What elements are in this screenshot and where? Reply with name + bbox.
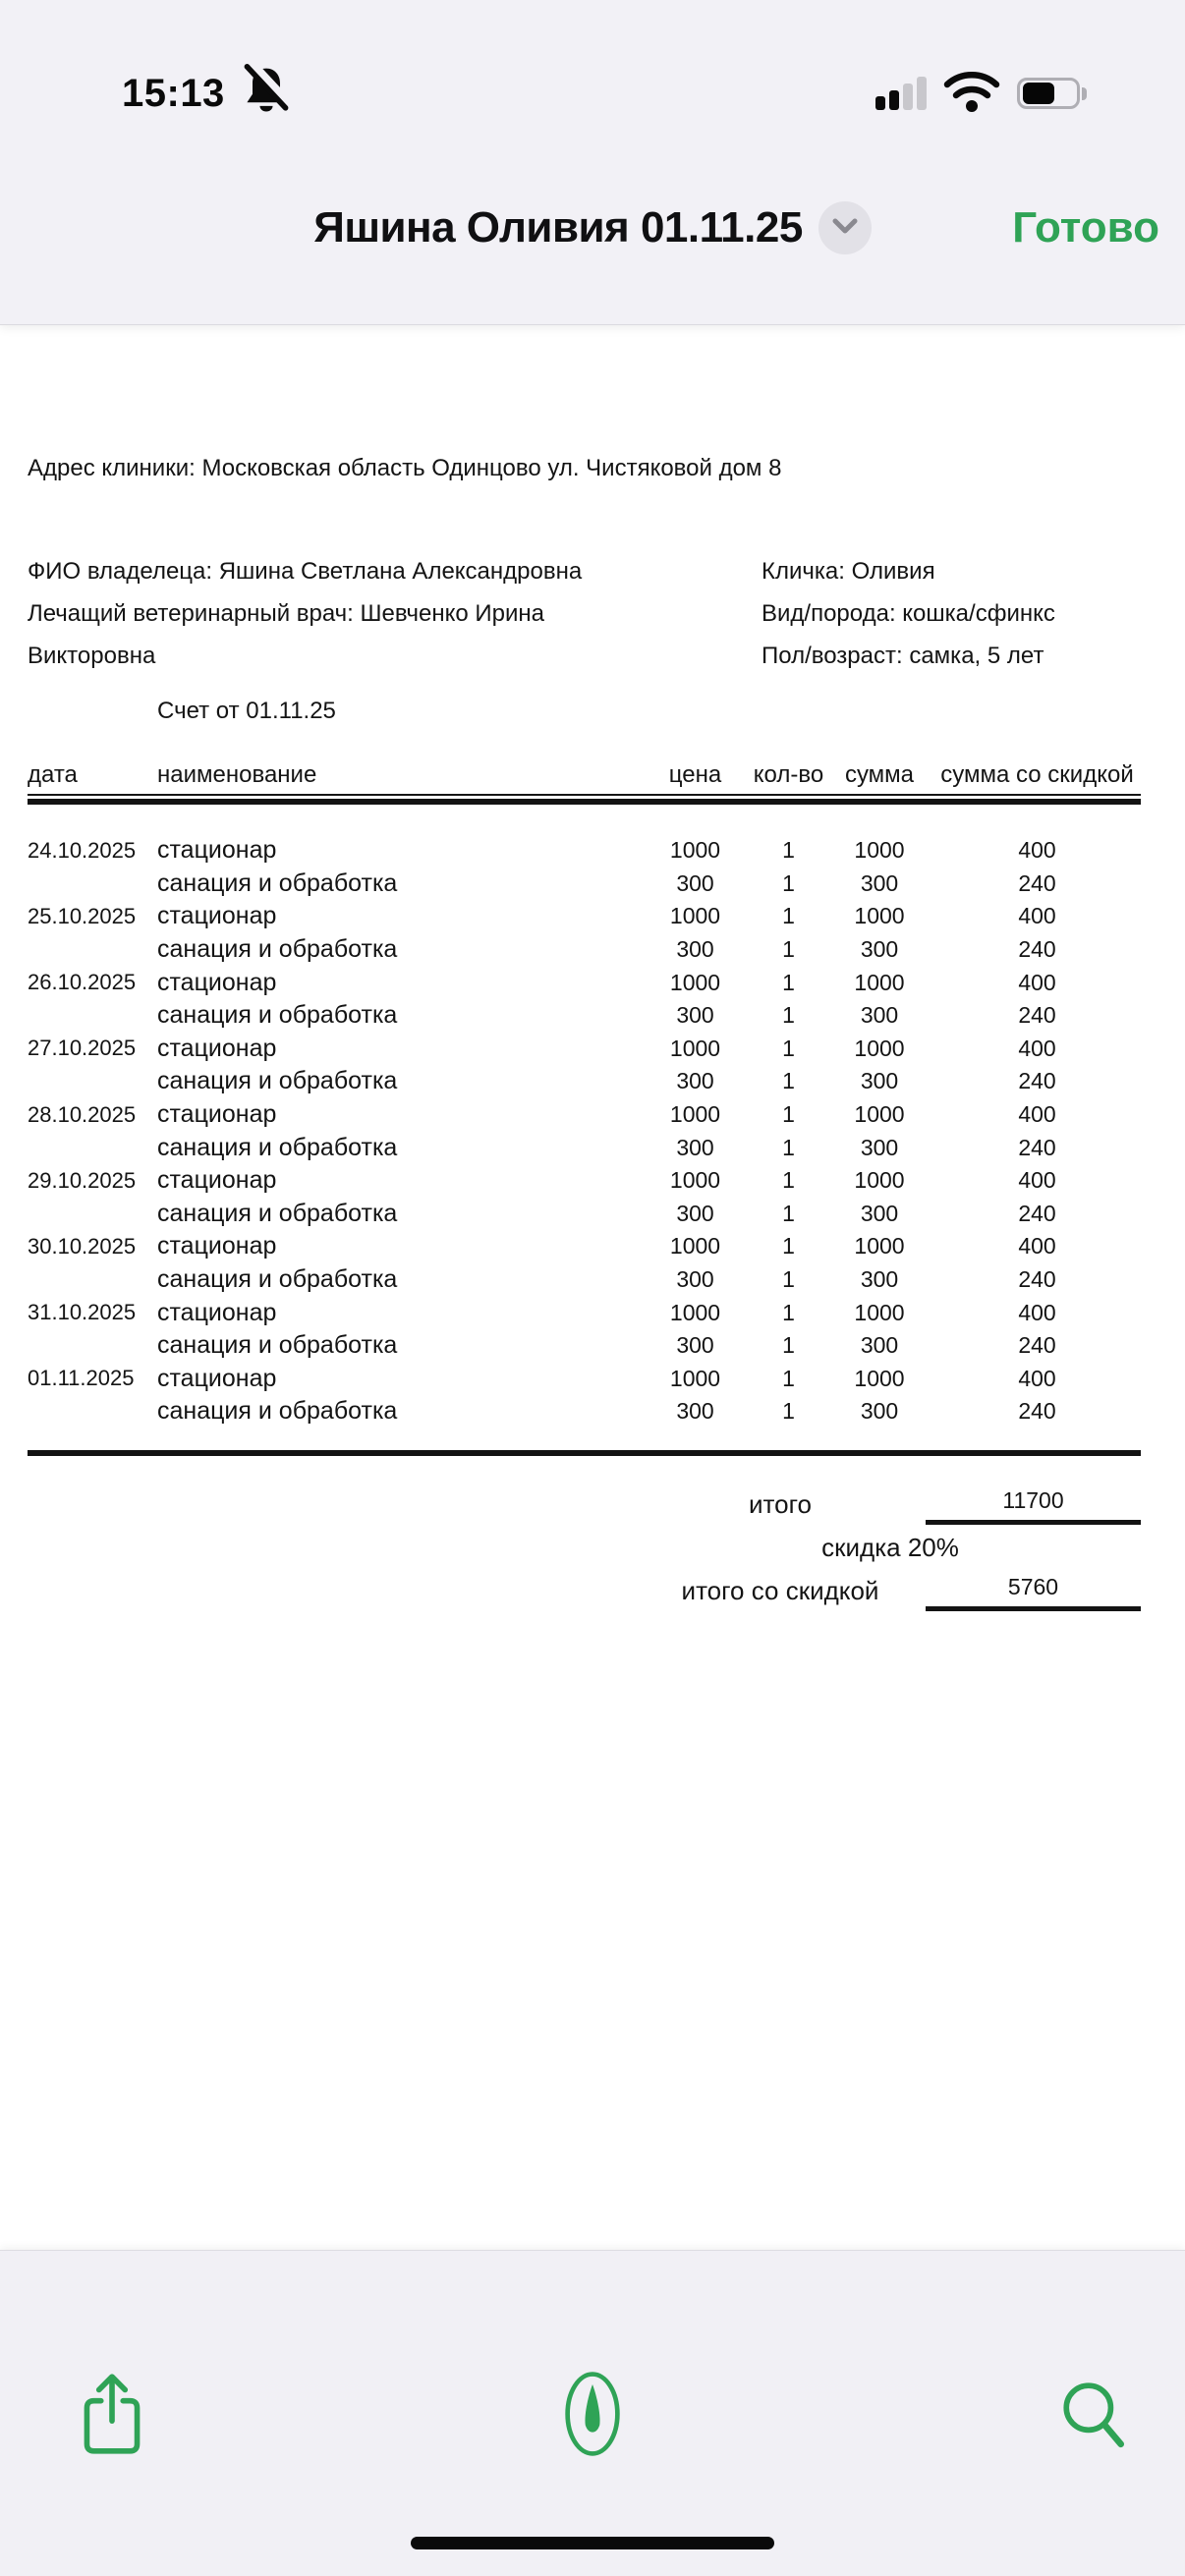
nav-bar: [0, 126, 1185, 324]
done-button[interactable]: Готово: [1012, 203, 1159, 252]
bottom-toolbar: [0, 2250, 1185, 2576]
cell-qty: 1: [782, 1398, 795, 1425]
cell-date: 01.11.2025: [28, 1366, 135, 1391]
cell-discounted: 400: [1018, 1167, 1056, 1194]
cell-item: санация и обработка: [157, 1331, 398, 1360]
subtotal-label: итого: [749, 1488, 812, 1519]
title-menu-button[interactable]: [818, 201, 872, 254]
table-row: [28, 1098, 1141, 1132]
cell-sum: 1000: [854, 903, 905, 929]
cell-discounted: 240: [1018, 1200, 1056, 1226]
cell-price: 300: [676, 869, 714, 896]
markup-button[interactable]: [564, 2371, 621, 2457]
pet-name: Кличка: Оливия: [762, 558, 935, 585]
cell-sum: 1000: [854, 1101, 905, 1128]
table-bottom-rule: [28, 1450, 1141, 1456]
table-row: [28, 1131, 1141, 1164]
invoice-table-header: [28, 761, 1141, 796]
cellular-signal-icon: [875, 77, 927, 110]
cell-price: 300: [676, 936, 714, 963]
subtotal-value: 11700: [926, 1487, 1141, 1525]
cell-sum: 1000: [854, 969, 905, 995]
discount-label: скидка 20%: [821, 1532, 959, 1562]
cell-discounted: 400: [1018, 837, 1056, 864]
cell-sum: 300: [860, 1002, 899, 1029]
cell-qty: 1: [782, 1299, 795, 1325]
cell-price: 300: [676, 1332, 714, 1359]
cell-discounted: 400: [1018, 1365, 1056, 1391]
table-row: [28, 900, 1141, 933]
cell-item: санация и обработка: [157, 1199, 398, 1227]
table-row: [28, 1329, 1141, 1363]
table-row: [28, 1296, 1141, 1329]
cell-item: стационар: [157, 1100, 277, 1129]
cell-discounted: 400: [1018, 969, 1056, 995]
cell-price: 300: [676, 1200, 714, 1226]
header-rule: [28, 799, 1141, 805]
cell-discounted: 240: [1018, 1266, 1056, 1293]
cell-discounted: 240: [1018, 1134, 1056, 1160]
cell-sum: 300: [860, 1200, 899, 1226]
cell-discounted: 240: [1018, 1002, 1056, 1029]
bell-slash-icon: [239, 63, 294, 125]
status-right: [875, 70, 1087, 118]
cell-item: стационар: [157, 836, 277, 865]
cell-item: стационар: [157, 968, 277, 996]
cell-discounted: 240: [1018, 1398, 1056, 1425]
cell-price: 1000: [669, 1101, 721, 1128]
total-with-discount-label: итого со скидкой: [681, 1575, 879, 1605]
cell-date: 30.10.2025: [28, 1233, 137, 1259]
cell-sum: 1000: [854, 1299, 905, 1325]
cell-item: стационар: [157, 1364, 277, 1392]
owner-left-column: [28, 550, 762, 677]
cell-discounted: 240: [1018, 869, 1056, 896]
top-chrome: [0, 0, 1185, 324]
vet-name-line1: Лечащий ветеринарный врач: Шевченко Ирина: [28, 600, 545, 627]
cell-date: 29.10.2025: [28, 1167, 137, 1193]
share-button[interactable]: [75, 2369, 149, 2461]
table-row: [28, 834, 1141, 868]
cell-price: 1000: [669, 837, 721, 864]
cell-sum: 1000: [854, 1365, 905, 1391]
table-row: [28, 1395, 1141, 1428]
cell-qty: 1: [782, 1101, 795, 1128]
cell-item: стационар: [157, 902, 277, 930]
share-icon: [75, 2449, 149, 2464]
table-row: [28, 1065, 1141, 1098]
cell-qty: 1: [782, 1035, 795, 1061]
cell-date: 28.10.2025: [28, 1101, 137, 1127]
cell-discounted: 240: [1018, 1332, 1056, 1359]
cell-qty: 1: [782, 1068, 795, 1094]
cell-sum: 300: [860, 869, 899, 896]
table-row: [28, 1263, 1141, 1297]
pet-sex-age: Пол/возраст: самка, 5 лет: [762, 643, 1044, 669]
cell-qty: 1: [782, 1233, 795, 1260]
status-bar: [0, 0, 1185, 126]
cell-sum: 300: [860, 1332, 899, 1359]
title-group: [313, 201, 872, 254]
cell-discounted: 400: [1018, 1035, 1056, 1061]
cell-qty: 1: [782, 903, 795, 929]
cell-qty: 1: [782, 1365, 795, 1391]
cell-price: 1000: [669, 1233, 721, 1260]
table-row: [28, 1363, 1141, 1396]
cell-sum: 1000: [854, 837, 905, 864]
table-row: [28, 868, 1141, 901]
cell-price: 1000: [669, 1035, 721, 1061]
cell-qty: 1: [782, 969, 795, 995]
chevron-down-icon: [832, 218, 858, 238]
header-item: наименование: [157, 761, 317, 788]
cell-sum: 300: [860, 1134, 899, 1160]
page-title: Яшина Оливия 01.11.25: [313, 203, 803, 252]
cell-discounted: 400: [1018, 1101, 1056, 1128]
table-row: [28, 1198, 1141, 1231]
cell-discounted: 400: [1018, 1233, 1056, 1260]
table-row: [28, 1230, 1141, 1263]
wifi-icon: [943, 70, 1000, 118]
cell-price: 1000: [669, 1299, 721, 1325]
cell-sum: 300: [860, 936, 899, 963]
invoice-title: Счет от 01.11.25: [157, 698, 336, 724]
cell-item: стационар: [157, 1034, 277, 1062]
cell-price: 1000: [669, 903, 721, 929]
cell-item: санация и обработка: [157, 1265, 398, 1294]
header-discounted-sum: сумма со скидкой: [940, 761, 1134, 788]
header-sum: сумма: [844, 761, 915, 788]
cell-discounted: 400: [1018, 903, 1056, 929]
cell-item: санация и обработка: [157, 868, 398, 897]
cell-sum: 1000: [854, 1233, 905, 1260]
totals-block: [28, 1487, 1141, 1654]
search-button[interactable]: [1059, 2379, 1130, 2453]
cell-price: 300: [676, 1002, 714, 1029]
cell-qty: 1: [782, 1266, 795, 1293]
owner-name: ФИО владелеца: Яшина Светлана Александровна: [28, 558, 583, 585]
table-row: [28, 999, 1141, 1033]
cell-qty: 1: [782, 1200, 795, 1226]
cell-date: 27.10.2025: [28, 1036, 137, 1061]
cell-item: стационар: [157, 1298, 277, 1326]
cell-discounted: 240: [1018, 1068, 1056, 1094]
vet-name-line2: Викторовна: [28, 643, 156, 669]
clinic-address: Адрес клиники: Московская область Одинцово ул. Чистяковой дом 8: [28, 455, 782, 481]
header-price: цена: [668, 761, 722, 788]
cell-sum: 1000: [854, 1035, 905, 1061]
cell-qty: 1: [782, 1134, 795, 1160]
pet-info-column: [762, 550, 1055, 677]
cell-price: 1000: [669, 1167, 721, 1194]
invoice-table-body: [28, 834, 1141, 1428]
home-indicator[interactable]: [411, 2537, 774, 2549]
cell-price: 300: [676, 1398, 714, 1425]
status-time: 15:13: [122, 71, 225, 115]
status-left: [122, 63, 294, 125]
cell-discounted: 240: [1018, 936, 1056, 963]
pet-breed: Вид/порода: кошка/сфинкс: [762, 600, 1055, 627]
header-date: дата: [28, 761, 78, 788]
cell-discounted: 400: [1018, 1299, 1056, 1325]
cell-item: санация и обработка: [157, 935, 398, 964]
cell-qty: 1: [782, 869, 795, 896]
cell-item: санация и обработка: [157, 1397, 398, 1426]
table-row: [28, 1033, 1141, 1066]
total-with-discount-value: 5760: [926, 1574, 1141, 1611]
cell-qty: 1: [782, 1332, 795, 1359]
cell-price: 1000: [669, 969, 721, 995]
cell-qty: 1: [782, 1167, 795, 1194]
cell-date: 24.10.2025: [28, 837, 137, 863]
cell-price: 300: [676, 1134, 714, 1160]
cell-item: санация и обработка: [157, 1133, 398, 1161]
table-row: [28, 966, 1141, 999]
table-row: [28, 933, 1141, 967]
cell-price: 300: [676, 1266, 714, 1293]
cell-sum: 300: [860, 1068, 899, 1094]
cell-date: 26.10.2025: [28, 970, 137, 995]
cell-qty: 1: [782, 1002, 795, 1029]
cell-item: санация и обработка: [157, 1001, 398, 1030]
cell-date: 25.10.2025: [28, 903, 137, 928]
cell-item: стационар: [157, 1166, 277, 1195]
cell-sum: 1000: [854, 1167, 905, 1194]
cell-qty: 1: [782, 837, 795, 864]
cell-sum: 300: [860, 1266, 899, 1293]
header-qty: кол-во: [753, 761, 824, 788]
cell-sum: 300: [860, 1398, 899, 1425]
cell-qty: 1: [782, 936, 795, 963]
cell-date: 31.10.2025: [28, 1300, 137, 1325]
owner-block: [28, 550, 1185, 677]
battery-icon: [1017, 78, 1087, 109]
cell-price: 300: [676, 1068, 714, 1094]
table-row: [28, 1164, 1141, 1198]
cell-price: 1000: [669, 1365, 721, 1391]
cell-item: стационар: [157, 1232, 277, 1260]
cell-item: санация и обработка: [157, 1067, 398, 1095]
markup-icon: [564, 2445, 621, 2460]
document-preview: [0, 324, 1185, 2250]
search-icon: [1059, 2441, 1130, 2456]
